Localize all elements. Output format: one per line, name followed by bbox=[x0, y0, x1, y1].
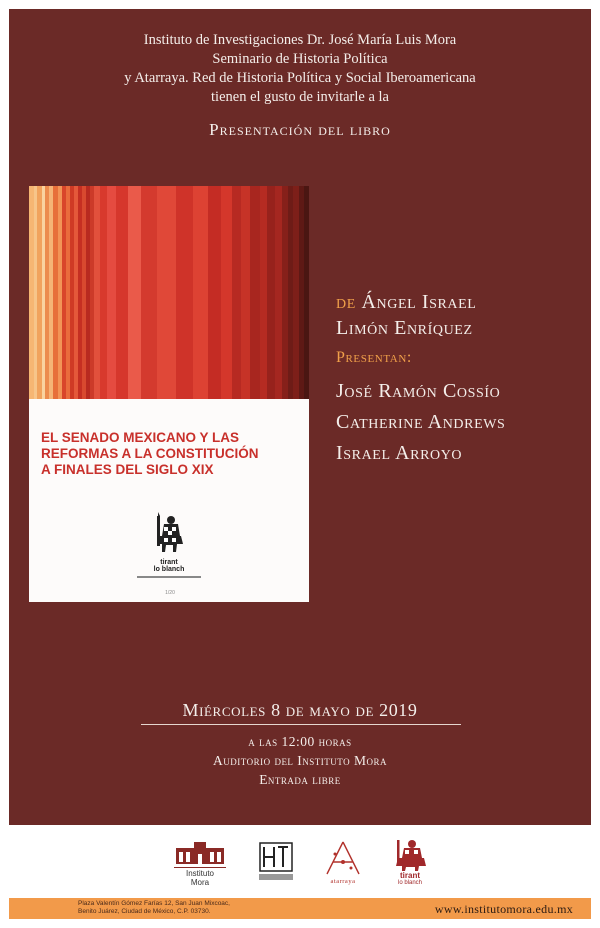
presenter-name: Israel Arroyo bbox=[336, 442, 463, 464]
tirant-label-2: lo blanch bbox=[397, 880, 423, 886]
cover-code: 1/20 bbox=[165, 590, 175, 596]
author-name-line-2: Limón Enríquez bbox=[336, 317, 473, 339]
book-cover bbox=[29, 186, 309, 602]
author-name-line-1: Ángel Israel bbox=[361, 291, 477, 313]
logo-strip bbox=[0, 830, 600, 898]
invitation-line-4: tienen el gusto de invitarle a la bbox=[211, 89, 389, 105]
presenters-list bbox=[336, 376, 505, 469]
seminario-logo bbox=[259, 842, 293, 886]
cover-stripes bbox=[29, 186, 309, 399]
event-date: Miércoles 8 de mayo de 2019 bbox=[182, 700, 418, 720]
cover-title-line-3: A FINALES DEL SIGLO XIX bbox=[41, 462, 214, 477]
presenters-label: Presentan: bbox=[336, 349, 412, 366]
presenter-name: José Ramón Cossío bbox=[336, 380, 501, 402]
invitation-line-1: Instituto de Investigaciones Dr. José María Luis Mora bbox=[143, 32, 457, 48]
atarraya-label: atarraya bbox=[330, 878, 356, 885]
building-icon bbox=[174, 840, 226, 866]
cover-publisher bbox=[147, 559, 191, 573]
tirant-label-1: tirant bbox=[400, 871, 420, 880]
event-time: a las 12:00 horas bbox=[248, 734, 352, 749]
mora-label-2: Mora bbox=[190, 878, 210, 887]
event-venue: Auditorio del Instituto Mora bbox=[212, 753, 388, 768]
tirant-logo bbox=[392, 838, 428, 890]
invitation-line-3: y Atarraya. Red de Historia Política y Social Iberoamericana bbox=[124, 70, 476, 86]
instituto-mora-logo bbox=[174, 840, 226, 890]
author-block bbox=[336, 289, 476, 341]
mora-label-1: Instituto bbox=[185, 869, 214, 878]
knight-logo-icon bbox=[151, 512, 185, 558]
seminario-mark-icon bbox=[259, 842, 293, 872]
footer-address bbox=[78, 900, 230, 916]
presenter-name: Catherine Andrews bbox=[336, 411, 506, 433]
event-headline: Presentación del libro bbox=[209, 120, 391, 139]
footer-website-link[interactable]: www.institutomora.edu.mx bbox=[434, 902, 573, 916]
event-details bbox=[0, 732, 600, 789]
invitation-line-2: Seminario de Historia Política bbox=[212, 51, 388, 67]
atarraya-logo bbox=[323, 840, 363, 888]
address-line-2: Benito Juárez, Ciudad de México, C.P. 03730. bbox=[78, 908, 211, 915]
tirant-knight-icon bbox=[392, 838, 428, 872]
cover-book-title bbox=[41, 430, 303, 478]
cover-title-line-2: REFORMAS A LA CONSTITUCIÓN bbox=[41, 446, 259, 461]
cover-publisher-line-1: tirant bbox=[160, 559, 178, 566]
date-divider bbox=[141, 724, 461, 725]
invitation-text bbox=[0, 31, 600, 107]
cover-publisher-line-2: lo blanch bbox=[153, 566, 185, 573]
cover-collection-line bbox=[137, 576, 201, 578]
event-entry: Entrada libre bbox=[259, 772, 341, 787]
address-line-1: Plaza Valentín Gómez Farías 12, San Juan Mixcoac, bbox=[78, 900, 230, 907]
atarraya-net-icon bbox=[323, 840, 363, 876]
cover-title-line-1: EL SENADO MEXICANO Y LAS bbox=[41, 430, 240, 445]
author-prefix: de bbox=[336, 291, 356, 313]
